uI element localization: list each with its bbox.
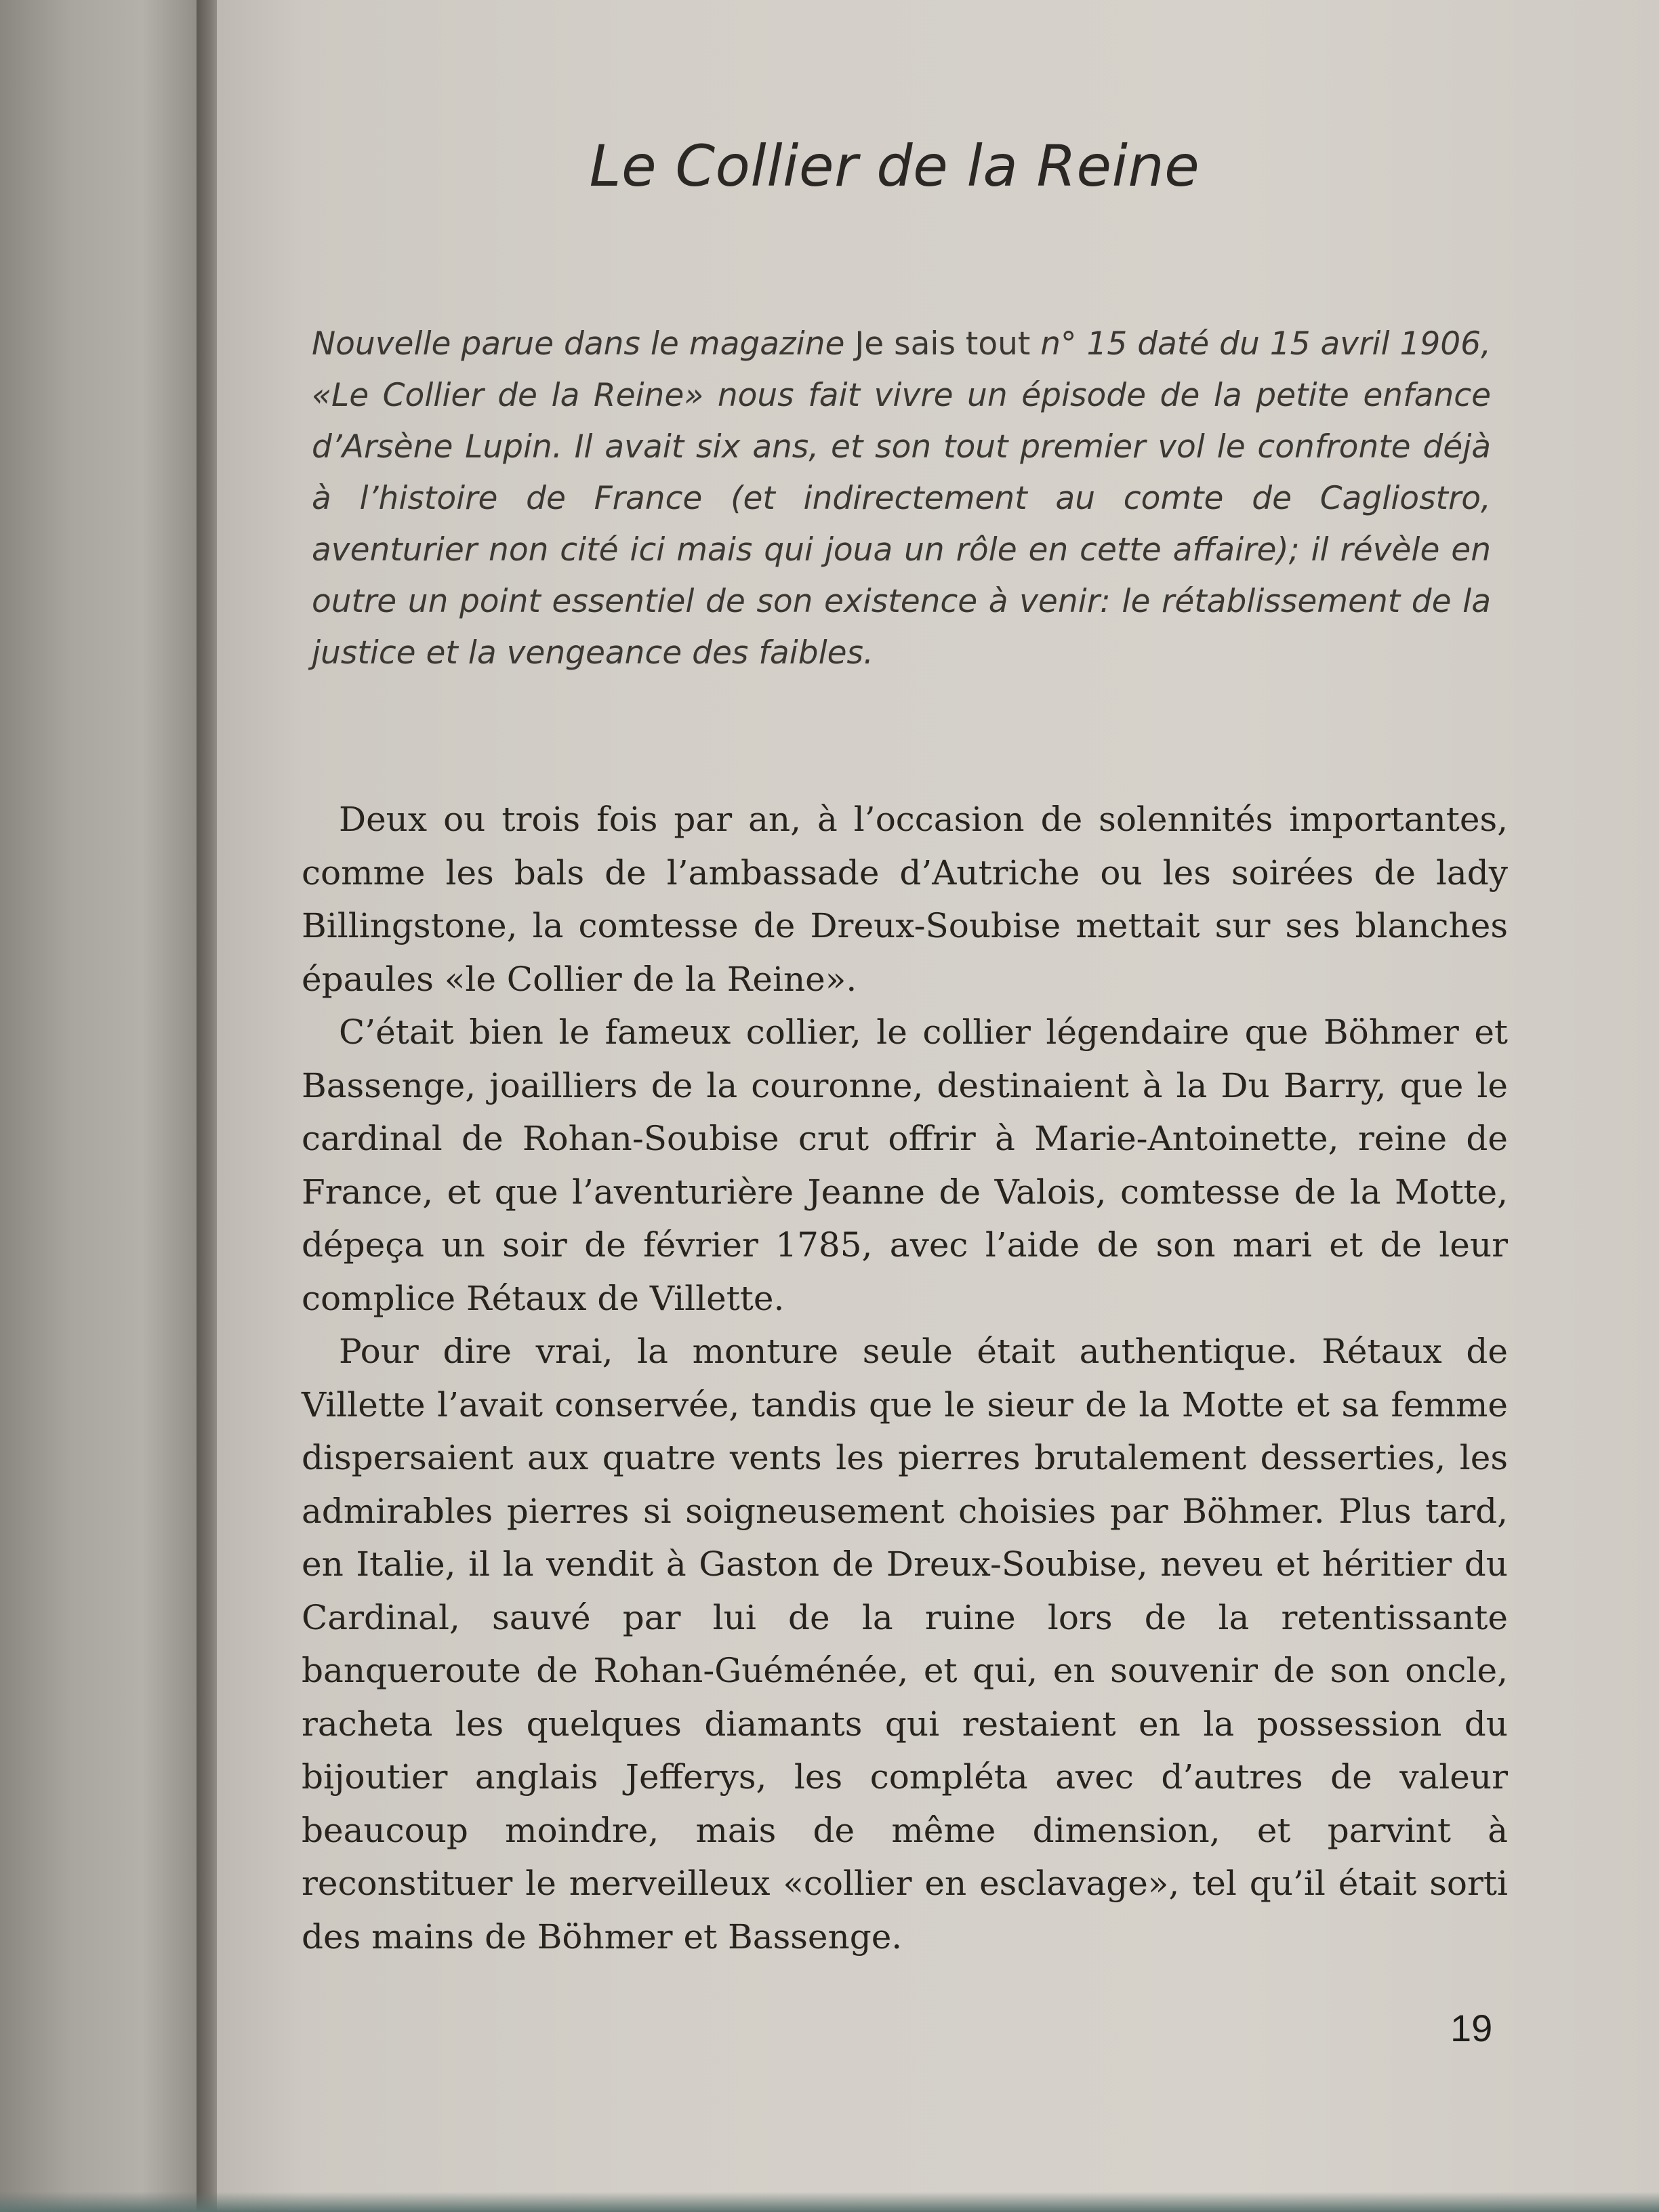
intro-text-rest: n° 15 daté du 15 avril 1906, «Le Collier de la Reine» nous fait vivre un épisode de la petite enfance d’Arsène Lupin. Il avait six ans, et son tout premier vol le confronte déjà à l’histoire de France (et indirectement au comte de Cagliostro, aventurier non cité ici mais qui joua un rôle en cette affaire); il révèle en outre un point essentiel de son existence à venir: le rétablissement de la justice et la vengeance des faibles.	[312, 325, 1492, 672]
page-number: 19	[1450, 2007, 1493, 2049]
body-paragraph: Deux ou trois fois par an, à l’occasion de solennités importantes, comme les bals de l’ambassade d’Autriche ou les soirées de lady Billingstone, la comtesse de Dreux-Soubise mettait sur ses blanches épaules «le Collier de la Reine».	[302, 800, 1508, 999]
body-paragraph: C’était bien le fameux collier, le collier légendaire que Böhmer et Bassenge, joailliers de la couronne, destinaient à la Du Barry, que le cardinal de Rohan-Soubise crut offrir à Marie-Antoinette, reine de France, et que l’aventurière Jeanne de Valois, comtesse de la Motte, dépeça un soir de février 1785, avec l’aide de son mari et de leur complice Rétaux de Villette.	[302, 1012, 1508, 1318]
body-text	[302, 793, 1508, 1963]
magazine-name: Je sais tout	[855, 325, 1031, 363]
chapter-title: Le Collier de la Reine	[589, 133, 1200, 199]
bottom-edge	[0, 2192, 1659, 2212]
body-paragraph: Pour dire vrai, la monture seule était authentique. Rétaux de Villette l’avait conservée, tandis que le sieur de la Motte et sa femme dispersaient aux quatre vents les pierres brutalement desserties, les admirables pierres si soigneusement choisies par Böhmer. Plus tard, en Italie, il la vendit à Gaston de Dreux-Soubise, neveu et héritier du Cardinal, sauvé par lui de la ruine lors de la retentissante banqueroute de Rohan-Guéménée, et qui, en souvenir de son oncle, racheta les quelques diamants qui restaient en la possession du bijoutier anglais Jefferys, les compléta avec d’autres de valeur beaucoup moindre, mais de même dimension, et parvint à reconstituer le merveilleux «collier en esclavage», tel qu’il était sorti des mains de Böhmer et Bassenge.	[302, 1332, 1508, 1957]
intro-paragraph	[312, 319, 1491, 679]
left-page-edge	[0, 0, 203, 2212]
intro-text-start: Nouvelle parue dans le magazine	[312, 325, 855, 363]
